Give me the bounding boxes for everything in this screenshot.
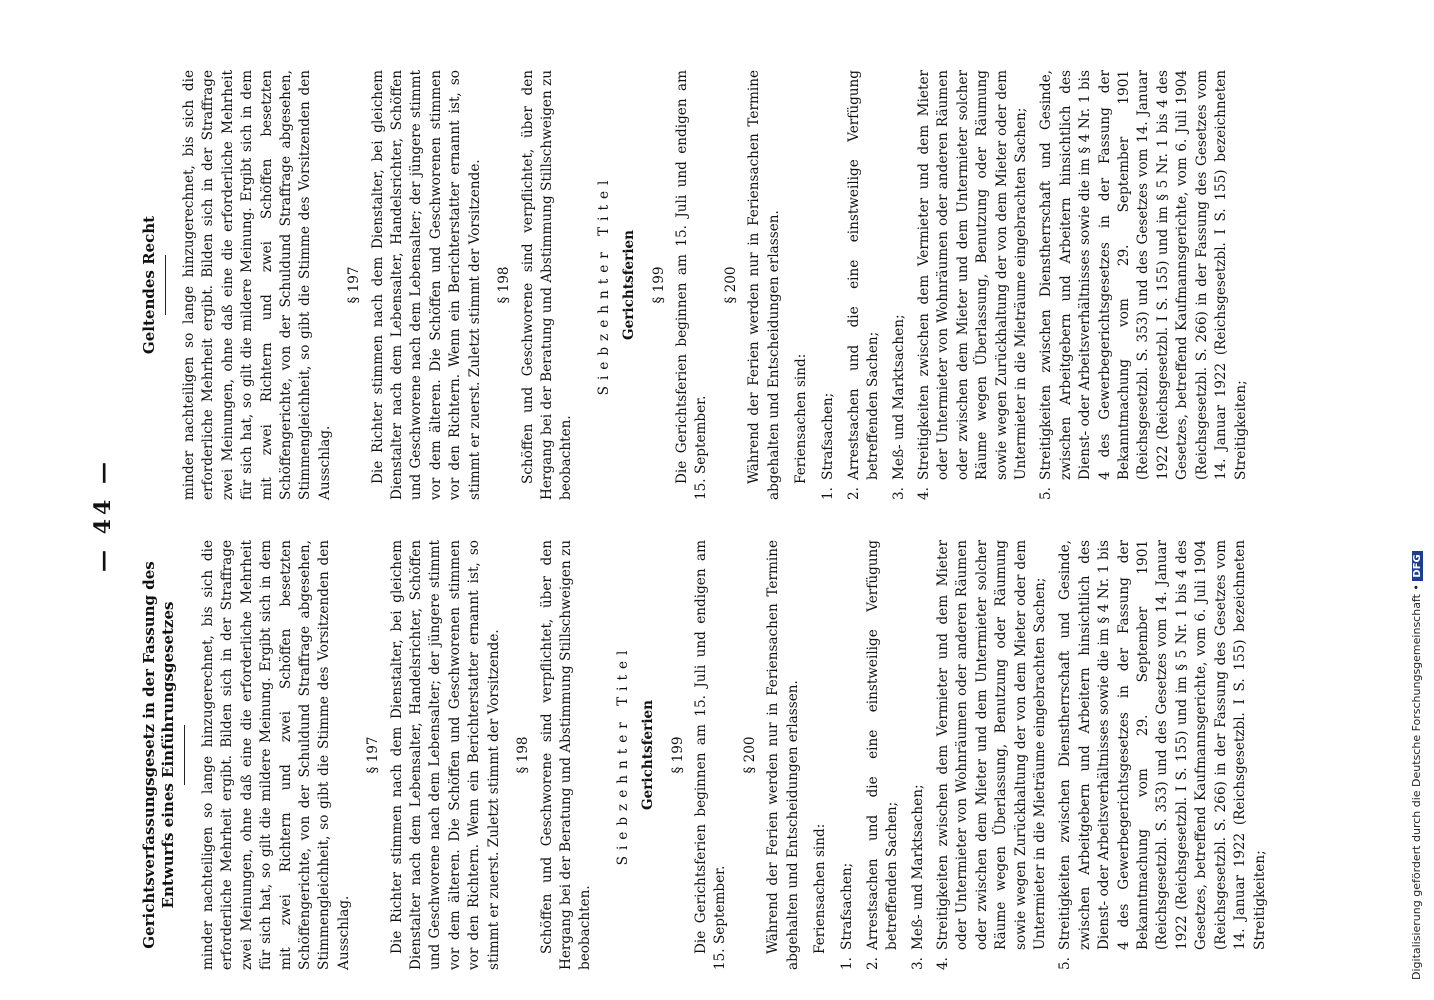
section-199-text: Die Gerichtsferien beginnen am 15. Juli und endigen am 15. September. <box>673 70 710 500</box>
title-subheading: Gerichtsferien <box>640 699 657 811</box>
list-item-text: Streitigkeiten zwischen Dienstherrschaft und Gesinde, zwischen Arbeitgebern und Arbeitern hinsichtlich des Dienst- oder Arbeitsverhältnisses sowie die im § 4 Nr. 1 bis 4 des Gewerbegerichtsgesetzes in der Fassung der Bekanntmachung vom 29. September 1901 (Reichsgesetzbl. S. 353) und des Gesetzes vom 14. Januar 1922 (Reichsgesetzbl. I S. 155) und im § 5 Nr. 1 bis 4 des Gesetzes, betreffend Kaufmannsgerichte, vom 6. Juli 1904 (Reichsgesetzbl. S. 266) in der Fassung des Gesetzes vom 14. Januar 1922 (Reichsgesetzbl. I S. 155) bezeichneten Streitigkeiten; <box>1038 70 1249 480</box>
list-item-text: Meß- und Marktsachen; <box>890 314 907 480</box>
section-197-text: Die Richter stimmen nach dem Dienstalter, bei gleichem Dienstalter nach dem Lebensalter, Handelsrichter, Schöffen und Geschworene nach dem Lebensalter; der jüngere stimmt vor dem älteren. Die Schöffen und Geschworenen stimmen vor den Richtern. Wenn ein Berichterstatter ernannt ist, so stimmt er zuerst. Zuletzt stimmt der Vorsitzende. <box>388 540 502 970</box>
list-item-number: 2. <box>864 957 881 970</box>
list-item <box>819 70 838 500</box>
section-200-heading: § 200 <box>722 266 739 304</box>
list-item <box>934 540 1050 970</box>
section-199-heading: § 199 <box>650 266 667 304</box>
list-item <box>1037 70 1250 500</box>
column-left-heading: Gerichtsverfassungsgesetz in der Fassung des Entwurfs eines Einführungsgesetzes <box>140 561 177 949</box>
divider <box>184 725 185 785</box>
list-item-number: 1. <box>839 957 856 970</box>
section-200-heading: § 200 <box>741 736 758 774</box>
list-item-text: Streitigkeiten zwischen Dienstherrschaft und Gesinde, zwischen Arbeitgebern und Arbeitern hinsichtlich des Dienst- oder Arbeitsverhältnisses sowie die im § 4 Nr. 1 bis 4 des Gewerbegerichtsgesetzes in der Fassung der Bekanntmachung vom 29. September 1901 (Reichsgesetzbl. S. 353) und des Gesetzes vom 14. Januar 1922 (Reichsgesetzbl. I S. 155) und im § 5 Nr. 1 bis 4 des Gesetzes, betreffend Kaufmannsgerichte, vom 6. Juli 1904 (Reichsgesetzbl. S. 266) in der Fassung des Gesetzes vom 14. Januar 1922 (Reichsgesetzbl. I S. 155) bezeichneten Streitigkeiten; <box>1057 540 1268 950</box>
feriensachen-intro: Feriensachen sind: <box>792 353 809 484</box>
list-item-text: Strafsachen; <box>820 392 837 480</box>
list-item-text: Arrestsachen und die eine einstweilige Verfügung betreffenden Sachen; <box>845 70 882 480</box>
title-subheading: Gerichtsferien <box>621 229 638 341</box>
digitization-text: Digitalisierung gefördert durch die Deutsche Forschungsgemeinschaft • <box>1410 584 1423 980</box>
digitization-notice <box>1410 20 1423 980</box>
section-197-text: Die Richter stimmen nach dem Dienstalter, bei gleichem Dienstalter nach dem Lebensalter, Handelsrichter, Schöffen und Geschworene nach dem Lebensalter; der jüngere stimmt vor dem älteren. Die Schöffen und Geschworenen stimmen vor den Richtern. Wenn ein Berichterstatter ernannt ist, so stimmt er zuerst. Zuletzt stimmt der Vorsitzende. <box>369 70 483 500</box>
section-199-text: Die Gerichtsferien beginnen am 15. Juli und endigen am 15. September. <box>692 540 729 970</box>
dfg-logo: DFG <box>1412 551 1423 580</box>
list-item-number: 5. <box>1057 957 1074 970</box>
list-item <box>864 540 903 970</box>
title-heading: Siebzehnter Titel <box>614 644 631 866</box>
column-right-heading: Geltendes Recht <box>140 215 158 355</box>
rotated-content <box>60 50 1300 980</box>
digitization-sidebar <box>1408 0 1434 1000</box>
section-200-text: Während der Ferien werden nur in Feriensachen Termine abgehalten und Entscheidungen erlassen. <box>746 70 782 500</box>
page-number: — 44 — <box>90 458 116 572</box>
list-item-number: 2. <box>845 487 862 500</box>
feriensachen-intro: Feriensachen sind: <box>811 823 828 954</box>
intro-paragraph: minder nachteiligen so lange hinzugerechnet, bis sich die erforderliche Mehrheit ergibt. Bilden sich in der Straffrage zwei Meinungen, ohne daß eine die erforderliche Mehrheit für sich hat, so gilt die mildere Meinung. Ergibt sich in dem mit zwei Richtern und zwei Schöffen besetzten Schöffengerichte, von der Schuldund Straffrage abgesehen, Stimmengleichheit, so gibt die Stimme des Vorsitzenden den Ausschlag. <box>181 70 333 500</box>
section-198-heading: § 198 <box>496 266 513 304</box>
list-item-text: Arrestsachen und die eine einstweilige Verfügung betreffenden Sachen; <box>864 540 901 950</box>
divider <box>165 255 166 315</box>
intro-paragraph: minder nachteiligen so lange hinzugerechnet, bis sich die erforderliche Mehrheit ergibt. Bilden sich in der Straffrage zwei Meinungen, ohne daß eine die erforderliche Mehrheit für sich hat, so gilt die mildere Meinung. Ergibt sich in dem mit zwei Richtern und zwei Schöffen besetzten Schöffengerichte, von der Schuldund Straffrage abgesehen, Stimmengleichheit, so gibt die Stimme des Vorsitzenden den Ausschlag. <box>200 540 352 970</box>
list-item-number: 4. <box>935 957 951 970</box>
list-item <box>915 70 1031 500</box>
list-item-text: Strafsachen; <box>839 862 856 950</box>
list-item-number: 4. <box>916 487 932 500</box>
section-198-text: Schöffen und Geschworene sind verpflichtet, über den Hergang bei der Beratung und Abstimmung Stillschweigen zu beobachten. <box>519 70 575 500</box>
list-item <box>838 540 857 970</box>
list-item-number: 3. <box>890 487 907 500</box>
column-left <box>140 540 1276 970</box>
section-198-text: Schöffen und Geschworene sind verpflichtet, über den Hergang bei der Beratung und Abstimmung Stillschweigen zu beobachten. <box>538 540 594 970</box>
list-item <box>890 70 909 500</box>
section-197-heading: § 197 <box>346 266 363 304</box>
section-198-heading: § 198 <box>515 736 532 774</box>
list-item-text: Streitigkeiten zwischen dem Vermieter und dem Mieter oder Untermieter von Wohnräumen oder anderen Räumen oder zwischen dem Mieter und dem Untermieter solcher Räume wegen Überlassung, Benutzung oder Räumung sowie wegen Zurückhaltung der von dem Mieter oder dem Untermieter in die Mieträume eingebrachten Sachen; <box>916 70 1030 480</box>
list-item <box>1056 540 1269 970</box>
list-item-number: 5. <box>1038 487 1055 500</box>
section-199-heading: § 199 <box>669 736 686 774</box>
list-item-text: Meß- und Marktsachen; <box>909 784 926 950</box>
list-item-number: 1. <box>820 487 837 500</box>
section-200-text: Während der Ferien werden nur in Feriensachen Termine abgehalten und Entscheidungen erlassen. <box>765 540 801 970</box>
list-item <box>909 540 928 970</box>
list-item <box>845 70 884 500</box>
column-right <box>140 70 1257 500</box>
list-item-text: Streitigkeiten zwischen dem Vermieter und dem Mieter oder Untermieter von Wohnräumen oder anderen Räumen oder zwischen dem Mieter und dem Untermieter solcher Räume wegen Überlassung, Benutzung oder Räumung sowie wegen Zurückhaltung der von dem Mieter oder dem Untermieter in die Mieträume eingebrachten Sachen; <box>935 540 1049 950</box>
section-197-heading: § 197 <box>365 736 382 774</box>
list-item-number: 3. <box>909 957 926 970</box>
title-heading: Siebzehnter Titel <box>595 174 612 396</box>
